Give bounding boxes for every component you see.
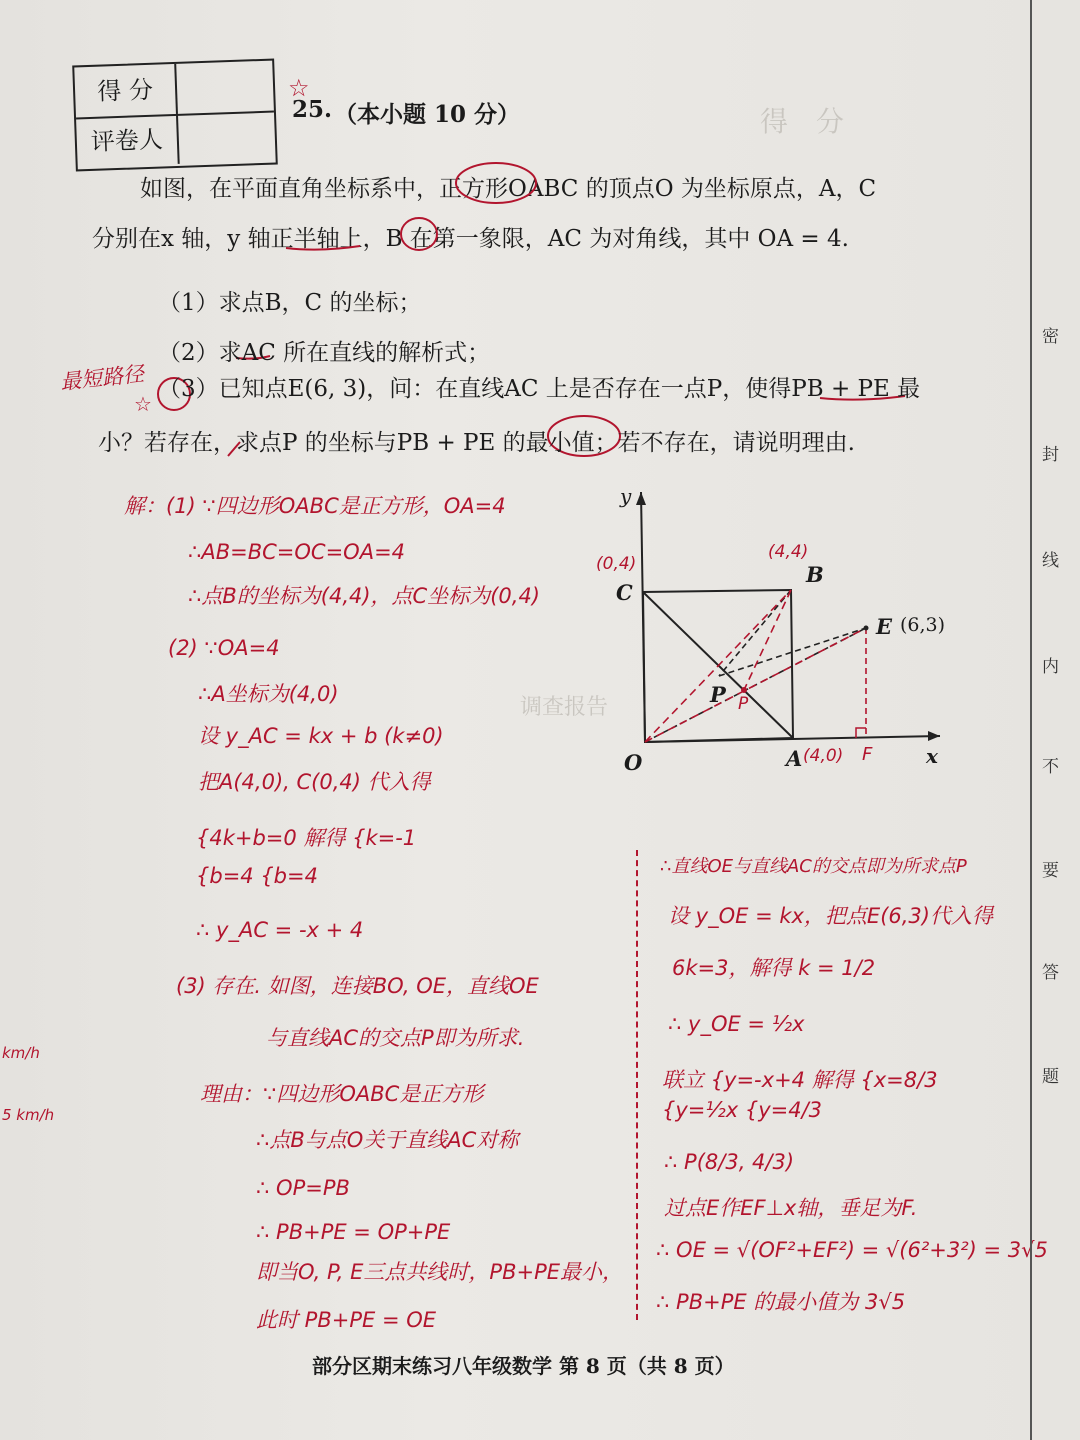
point-c-label: C bbox=[616, 580, 633, 605]
solution-line: 即当O, P, E三点共线时，PB+PE最小， bbox=[256, 1260, 624, 1284]
x-axis-arrow bbox=[928, 731, 940, 741]
margin-note-shortest-path: 最短路径 bbox=[59, 361, 146, 395]
solution-line: ∴ OP=PB bbox=[256, 1176, 350, 1200]
binding-char: 答 bbox=[1042, 963, 1059, 983]
solution-line: 设 y_AC = kx + b (k≠0) bbox=[198, 724, 444, 748]
solution-line: ∴直线OE与直线AC的交点即为所求点P bbox=[660, 856, 967, 877]
binding-char: 线 bbox=[1042, 551, 1059, 571]
margin-unit-1: km/h bbox=[2, 1044, 40, 1062]
solution-line: (3) 存在. 如图，连接BO, OE，直线OE bbox=[176, 974, 539, 998]
question-2: （2）求AC 所在直线的解析式； bbox=[158, 340, 491, 366]
solution-line: ∴ y_OE = ½x bbox=[668, 1012, 805, 1036]
solution-line: {b=4 {b=4 bbox=[196, 864, 318, 888]
solution-line: 6k=3，解得 k = 1/2 bbox=[672, 956, 876, 980]
point-p-red bbox=[741, 687, 747, 693]
solution-line: 把A(4,0), C(0,4) 代入得 bbox=[198, 770, 431, 794]
score-label: 得 分 bbox=[74, 64, 178, 118]
binding-char: 密 bbox=[1042, 327, 1059, 347]
line-pb bbox=[719, 590, 791, 676]
solution-line: (2) ∵OA=4 bbox=[168, 636, 280, 660]
binding-char: 要 bbox=[1042, 861, 1059, 881]
solution-line: ∴点B与点O关于直线AC对称 bbox=[256, 1128, 519, 1152]
solution-column-divider bbox=[636, 850, 638, 1320]
solution-line: 此时 PB+PE = OE bbox=[256, 1308, 437, 1332]
binding-char: 不 bbox=[1042, 757, 1059, 777]
problem-points: （本小题 10 分） bbox=[334, 101, 521, 128]
point-b-coord: (4,4) bbox=[768, 542, 809, 562]
right-angle-mark bbox=[856, 728, 866, 738]
question-3-line1: （3）已知点E(6, 3)，问：在直线AC 上是否存在一点P，使得PB + PE 最 bbox=[158, 376, 921, 402]
solution-line: 过点E作EF⊥x轴，垂足为F. bbox=[664, 1196, 918, 1220]
point-f-label: F bbox=[862, 744, 873, 765]
solution-line: 联立 {y=-x+4 解得 {x=8/3 bbox=[662, 1068, 938, 1092]
bleed-through-text: 调查报告 bbox=[520, 695, 609, 720]
solution-line: 设 y_OE = kx，把点E(6,3)代入得 bbox=[668, 904, 993, 928]
point-a-label: A bbox=[786, 746, 803, 771]
red-line-oe bbox=[645, 628, 866, 742]
point-e-coord: (6,3) bbox=[900, 614, 946, 636]
margin-unit-2: 5 km/h bbox=[2, 1106, 55, 1124]
solution-line: ∴ P(8/3, 4/3) bbox=[664, 1150, 795, 1174]
point-e-label: E bbox=[876, 614, 893, 639]
origin-label: O bbox=[624, 750, 643, 775]
point-a-coord: (4,0) bbox=[803, 746, 844, 766]
point-p-label: P bbox=[710, 682, 726, 707]
point-e bbox=[864, 626, 869, 631]
point-p-red-label: P bbox=[738, 694, 749, 714]
star-mark: ☆ bbox=[288, 74, 310, 102]
solution-line: ∴ y_AC = -x + 4 bbox=[196, 918, 364, 942]
solution-line: ∴AB=BC=OC=OA=4 bbox=[188, 540, 406, 564]
page-footer: 部分区期末练习八年级数学 第 8 页（共 8 页） bbox=[312, 1354, 735, 1378]
problem-stem-line1: 如图，在平面直角坐标系中，正方形OABC 的顶点O 为坐标原点，A，C bbox=[140, 176, 877, 202]
binding-strip bbox=[1030, 0, 1080, 1440]
solution-line: ∴ PB+PE 的最小值为 3√5 bbox=[656, 1290, 906, 1314]
solution-line: {y=½x {y=4/3 bbox=[662, 1098, 823, 1122]
bleed-through-text: 得 分 bbox=[760, 105, 845, 138]
margin-star: ☆ bbox=[134, 392, 152, 416]
question-1: （1）求点B，C 的坐标； bbox=[158, 290, 422, 316]
solution-line: {4k+b=0 解得 {k=-1 bbox=[196, 826, 417, 850]
binding-char: 内 bbox=[1042, 657, 1059, 677]
problem-number: 25. bbox=[292, 96, 333, 123]
grader-label: 评卷人 bbox=[76, 114, 180, 168]
x-axis-label: x bbox=[926, 744, 938, 768]
question-3-line2: 小？若存在，求点P 的坐标与PB + PE 的最小值；若不存在，请说明理由. bbox=[98, 430, 855, 456]
solution-line: 理由：∵四边形OABC是正方形 bbox=[200, 1082, 484, 1106]
solution-line: 与直线AC的交点P即为所求. bbox=[266, 1026, 525, 1050]
problem-stem-line2: 分别在x 轴，y 轴正半轴上，B 在第一象限，AC 为对角线，其中 OA = 4. bbox=[92, 226, 849, 252]
y-axis-arrow bbox=[636, 492, 646, 505]
solution-line: ∴ PB+PE = OP+PE bbox=[256, 1220, 451, 1244]
binding-char: 封 bbox=[1042, 445, 1059, 465]
solution-line: ∴A坐标为(4,0) bbox=[198, 682, 339, 706]
y-axis-label: y bbox=[620, 484, 632, 508]
point-c-coord: (0,4) bbox=[596, 554, 637, 574]
binding-char: 题 bbox=[1042, 1067, 1059, 1087]
solution-line: ∴ OE = √(OF²+EF²) = √(6²+3²) = 3√5 bbox=[656, 1238, 1048, 1262]
solution-line: 解：(1) ∵四边形OABC是正方形，OA=4 bbox=[124, 494, 506, 518]
point-b-label: B bbox=[806, 562, 824, 587]
red-line-bp bbox=[744, 590, 791, 690]
red-line-ob bbox=[645, 590, 791, 742]
solution-line: ∴点B的坐标为(4,4)，点C坐标为(0,4) bbox=[188, 584, 540, 608]
